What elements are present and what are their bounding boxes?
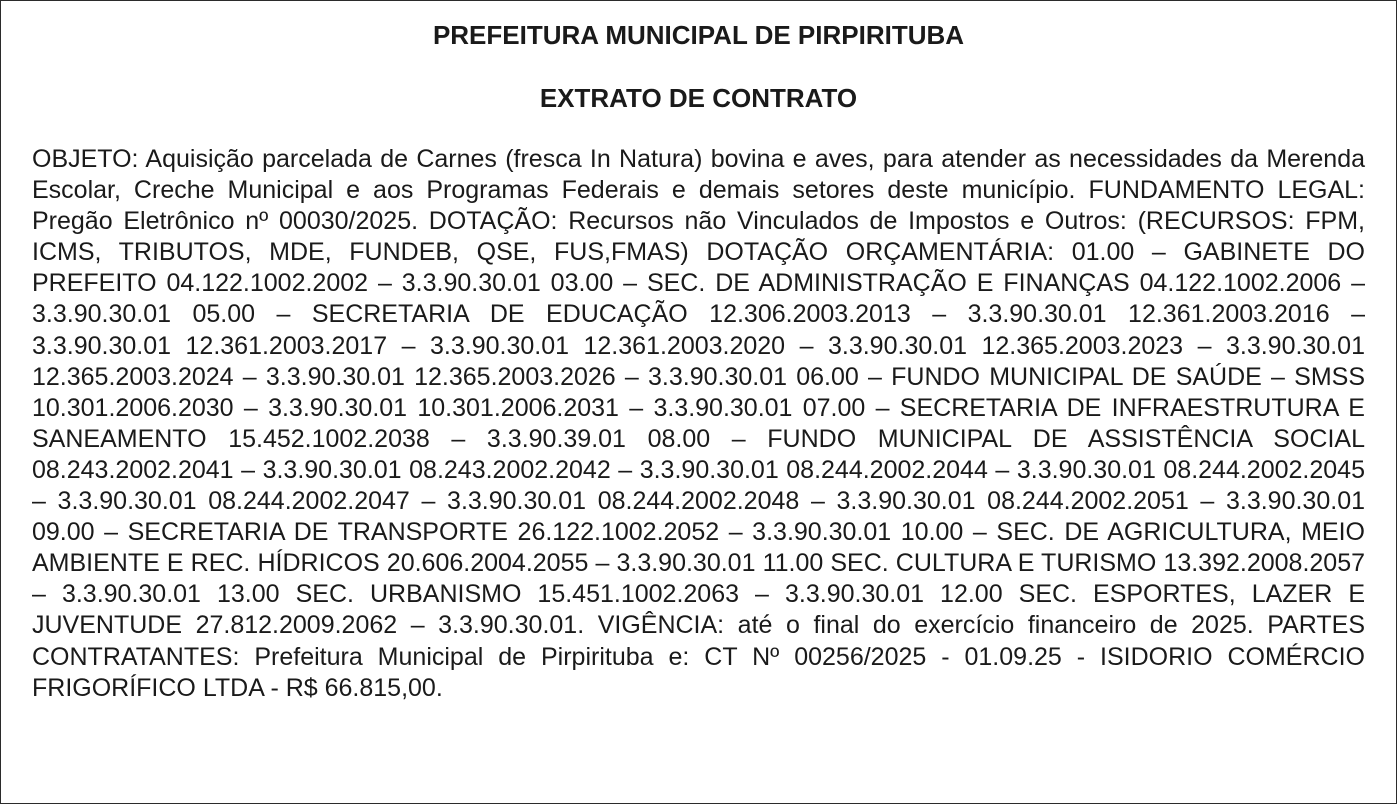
issuing-entity-heading: PREFEITURA MUNICIPAL DE PIRPIRITUBA bbox=[432, 20, 965, 50]
document-title: EXTRATO DE CONTRATO bbox=[539, 83, 858, 113]
contract-extract-body: OBJETO: Aquisição parcelada de Carnes (fresca In Natura) bovina e aves, para atender as necessidades da Merenda Escolar, Creche Municipal e aos Programas Federais e demais setores deste município. FUNDAMENTO LEGAL: Pregão Eletrônico nº 00030/2025. DOTAÇÃO: Recursos não Vinculados de Impostos e Outros: (RECURSOS: FPM, ICMS, TRIBUTOS, MDE, FUNDEB, QSE, FUS,FMAS) DOTAÇÃO ORÇAMENTÁRIA: 01.00 – GABINETE DO PREFEITO 04.122.1002.2002 – 3.3.90.30.01 03.00 – SEC. DE ADMINISTRAÇÃO E FINANÇAS 04.122.1002.2006 – 3.3.90.30.01 05.00 – SECRETARIA DE EDUCAÇÃO 12.306.2003.2013 – 3.3.90.30.01 12.361.2003.2016 – 3.3.90.30.01 12.361.2003.2017 – 3.3.90.30.01 12.361.2003.2020 – 3.3.90.30.01 12.365.2003.2023 – 3.3.90.30.01 12.365.2003.2024 – 3.3.90.30.01 12.365.2003.2026 – 3.3.90.30.01 06.00 – FUNDO MUNICIPAL DE SAÚDE – SMSS 10.301.2006.2030 – 3.3.90.30.01 10.301.2006.2031 – 3.3.90.30.01 07.00 – SECRETARIA DE INFRAESTRUTURA E SANEAMENTO 15.452.1002.2038 – 3.3.90.39.01 08.00 – FUNDO MUNICIPAL DE ASSISTÊNCIA SOCIAL 08.243.2002.2041 – 3.3.90.30.01 08.243.2002.2042 – 3.3.90.30.01 08.244.2002.2044 – 3.3.90.30.01 08.244.2002.2045 – 3.3.90.30.01 08.244.2002.2047 – 3.3.90.30.01 08.244.2002.2048 – 3.3.90.30.01 08.244.2002.2051 – 3.3.90.30.01 09.00 – SECRETARIA DE TRANSPORTE 26.122.1002.2052 – 3.3.90.30.01 10.00 – SEC. DE AGRICULTURA, MEIO AMBIENTE E REC. HÍDRICOS 20.606.2004.2055 – 3.3.90.30.01 11.00 SEC. CULTURA E TURISMO 13.392.2008.2057 – 3.3.90.30.01 13.00 SEC. URBANISMO 15.451.1002.2063 – 3.3.90.30.01 12.00 SEC. ESPORTES, LAZER E JUVENTUDE 27.812.2009.2062 – 3.3.90.30.01. VIGÊNCIA: até o final do exercício financeiro de 2025. PARTES CONTRATANTES: Prefeitura Municipal de Pirpirituba e: CT Nº 00256/2025 - 01.09.25 - ISIDORIO COMÉRCIO FRIGORÍFICO LTDA - R$ 66.815,00. bbox=[32, 145, 1365, 702]
